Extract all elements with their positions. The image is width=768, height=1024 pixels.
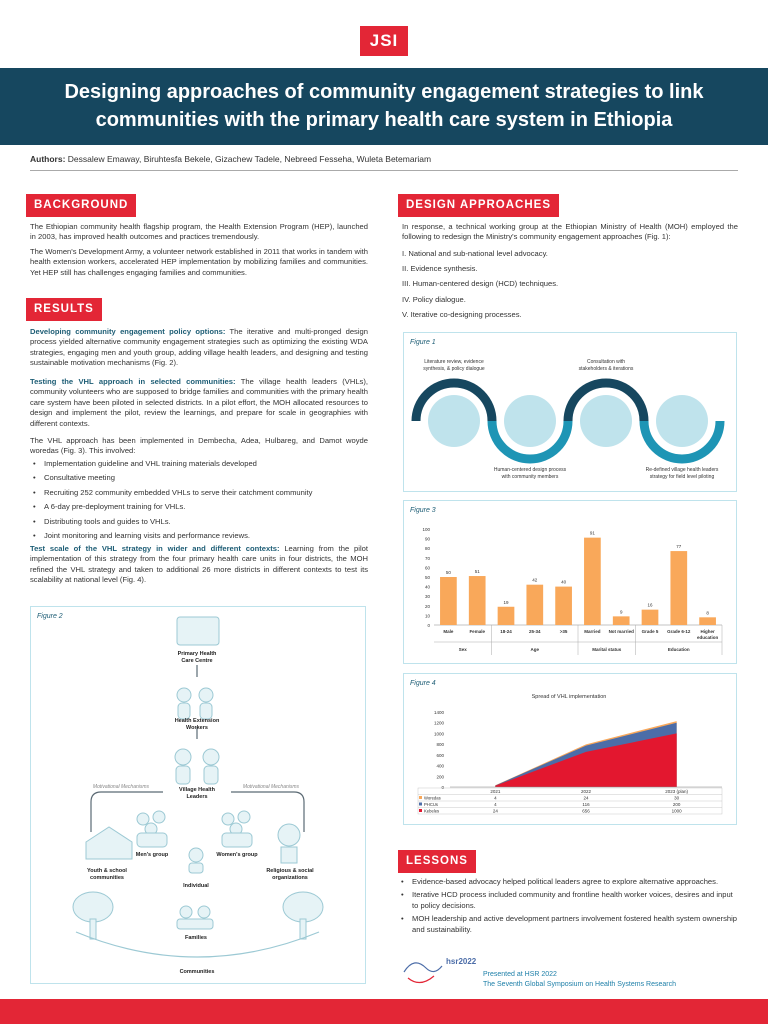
y-tick-label: 200: [436, 774, 444, 780]
group-label: Marital status: [592, 647, 622, 652]
legend-swatch: [419, 796, 422, 799]
figure-2: [30, 606, 366, 984]
legend-swatch: [419, 809, 422, 812]
step-3-label-2: stakeholders & iterations: [578, 366, 634, 372]
legend-label: Woredas: [424, 795, 441, 801]
vhl-strategy-icon: [656, 395, 708, 447]
table-value: 1000: [671, 808, 682, 814]
results-p1: Developing community engagement policy options: The iterative and multi-pronged design process yielded alternative community engagement strategies such as optimizing the existing WDA strategies, engaging men and youth group, adding village health leaders, and designing and testing sustainable motivation mechanisms (Fig. 2).: [30, 327, 368, 368]
table-value: 4: [494, 795, 497, 801]
y-tick-label: 10: [424, 613, 430, 619]
y-tick-label: 60: [424, 565, 430, 571]
mens-group-label: Men's group: [135, 852, 169, 858]
figure-2-caption: Figure 2: [37, 613, 63, 620]
list-item: II. Evidence synthesis.: [402, 264, 478, 274]
community-structure-diagram: [31, 607, 364, 982]
y-tick-label: 20: [424, 603, 430, 609]
step-2-label: Human-centered design process: [493, 467, 567, 473]
womens-group-label: Women's group: [216, 852, 258, 858]
results-p4: Test scale of the VHL strategy in wider and different contexts: Learning from the pilot implementation of this strategy from the four primary health care units in four districts, the MOH refined the VHL strategy and taken to additional 26 more districts in different contexts to test its scalability at national level (Fig. 4).: [30, 544, 368, 585]
individual-icon: [189, 848, 203, 862]
y-tick-label: 100: [422, 527, 430, 532]
footer-text: Presented at HSR 2022 The Seventh Global Symposium on Health Systems Research: [483, 971, 676, 988]
bar: [584, 538, 601, 625]
step-2-label-2: with community members: [501, 474, 559, 480]
legend-label: Kebeles: [424, 808, 440, 814]
vhl-label: Village Health: [179, 787, 215, 793]
y-tick-label: 600: [436, 752, 444, 758]
x-tick-label: education: [696, 635, 719, 640]
religious-label: Religious & social: [266, 868, 314, 874]
y-tick-label: 1400: [433, 710, 444, 715]
legend-swatch: [419, 803, 422, 806]
design-intro: In response, a technical working group at the Ethiopian Ministry of Health (MOH) employed the following to redesign the Ministry's community engagement approaches (Fig. 1):: [402, 222, 738, 242]
table-value: 4: [494, 802, 497, 807]
literature-review-icon: [428, 395, 480, 447]
x-tick-label: Grade 6-12: [667, 629, 691, 634]
bar: [670, 551, 687, 625]
group-label: Sex: [458, 647, 467, 652]
families-icon: [180, 906, 192, 918]
list-item: • Evidence-based advocacy helped political leaders agree to explore alternative approaches.: [398, 877, 738, 887]
list-item: • Recruiting 252 community embedded VHLs to serve their catchment community: [30, 486, 368, 500]
hsr-emblem-icon: [404, 963, 442, 972]
tree-icon: [73, 892, 113, 922]
background-heading: BACKGROUND: [26, 194, 136, 217]
step-3-label: Consultation with: [586, 359, 626, 365]
x-tick-label: 2023 (plan): [665, 789, 689, 794]
background-p2: The Women's Development Army, a volunteer network established in 2011 that works in tandem with health extension workers, accelerated HEP implementation by mobilizing families and communities. Yet HEP still has challenges engaging families and communities.: [30, 247, 368, 277]
y-tick-label: 30: [424, 594, 430, 600]
list-item: • Iterative HCD process included community and frontline health worker voices, desires and input to policy decisions.: [398, 890, 738, 911]
families-label: Families: [184, 935, 208, 941]
worker-icon: [177, 688, 191, 702]
group-label: Education: [667, 647, 690, 652]
figure-3: [403, 500, 737, 664]
group-label: Age: [530, 647, 540, 652]
youth-label: Youth & school: [87, 868, 127, 874]
x-tick-label: Female: [469, 629, 485, 634]
youth-label-2: communities: [90, 875, 124, 881]
bar: [613, 616, 630, 625]
list-item: • Consultative meeting: [30, 471, 368, 485]
y-tick-label: 0: [441, 785, 444, 790]
list-item: V. Iterative co-designing processes.: [402, 309, 522, 319]
title-line-2: communities with the primary health care system in Ethiopia: [95, 109, 673, 131]
data-label: 19: [503, 599, 509, 605]
results-p3: The VHL approach has been implemented in Dembecha, Adea, Hulbareg, and Damot woyde woredas (Fig. 3). This involved:: [30, 436, 368, 456]
x-tick-label: 2022: [580, 789, 592, 794]
data-label: 50: [445, 570, 451, 575]
title-line-1: Designing approaches of community engagement strategies to link: [64, 81, 704, 103]
x-tick-label: Grade 5: [641, 629, 659, 634]
religious-label-2: organizations: [272, 875, 308, 881]
area-series: [495, 733, 676, 787]
figure-4-caption: Figure 4: [410, 680, 436, 687]
divider: [30, 170, 738, 171]
consultation-icon: [580, 395, 632, 447]
y-tick-label: 0: [427, 623, 430, 628]
authors: Authors: Dessalew Emaway, Biruhtesfa Bekele, Gizachew Tadele, Nebreed Fesseha, Wuleta Betemariam: [30, 154, 432, 164]
x-tick-label: 25-34: [529, 629, 541, 634]
data-label: 91: [589, 530, 595, 536]
individual-label: Individual: [183, 883, 209, 889]
x-tick-label: 2021: [490, 789, 501, 794]
y-tick-label: 90: [424, 536, 430, 542]
design-list: [402, 246, 738, 322]
x-tick-label: 18-24: [500, 629, 512, 634]
list-item: • Distributing tools and guides to VHLs.: [30, 515, 368, 529]
list-item: • MOH leadership and active development partners involvement fostered health system ownership and sustainability.: [398, 914, 738, 935]
table-value: 30: [674, 795, 680, 801]
y-tick-label: 1000: [433, 731, 444, 737]
vhl-spread-chart: [404, 674, 735, 823]
motivation-right-label: Motivational Mechanisms: [242, 784, 300, 790]
data-label: 8: [706, 610, 709, 616]
religious-org-icon: [278, 824, 300, 846]
y-tick-label: 40: [424, 584, 430, 590]
tree-icon: [283, 892, 323, 922]
table-value: 24: [492, 808, 498, 814]
motivation-left-label: Motivational Mechanisms: [92, 784, 150, 790]
hsr-logo: [400, 952, 480, 990]
phc-label-2: Care Centre: [181, 658, 213, 664]
table-value: 24: [583, 795, 589, 801]
list-item: I. National and sub-national level advocacy.: [402, 249, 548, 258]
results-bullets: [30, 457, 368, 543]
data-label: 77: [676, 544, 682, 550]
bottom-bar: [0, 999, 768, 1024]
lessons-heading: LESSONS: [398, 850, 476, 873]
data-label: 51: [474, 569, 480, 575]
x-tick-label: >35: [559, 629, 568, 634]
x-tick-label: Male: [443, 629, 454, 634]
data-label: 9: [619, 609, 623, 615]
design-process-diagram: [404, 333, 735, 490]
bar: [498, 607, 515, 625]
list-item: IV. Policy dialogue.: [402, 294, 466, 304]
hew-label: Health Extension: [174, 718, 220, 724]
communities-label: Communities: [179, 969, 215, 975]
bar: [699, 617, 716, 625]
table-value: 200: [672, 802, 681, 807]
step-1-label-2: synthesis, & policy dialogue: [423, 366, 485, 372]
bar: [642, 610, 659, 625]
step-4-label-2: strategy for field level piloting: [649, 474, 715, 480]
results-heading: RESULTS: [26, 298, 102, 321]
chart-title: Spread of VHL implementation: [531, 694, 607, 700]
bar: [526, 585, 543, 625]
hew-label-2: Workers: [186, 725, 208, 731]
x-tick-label: Higher: [700, 629, 715, 634]
phc-label: Primary Health: [177, 651, 217, 657]
table-value: 116: [582, 802, 590, 807]
figure-1: [403, 332, 737, 492]
design-heading: DESIGN APPROACHES: [398, 194, 559, 217]
list-item: • Implementation guideline and VHL training materials developed: [30, 457, 368, 471]
worker-icon: [199, 688, 213, 702]
hcd-process-icon: [504, 395, 556, 447]
data-label: 40: [561, 579, 567, 585]
phc-building-icon: [177, 617, 219, 645]
lessons-list: [398, 877, 738, 935]
data-label: 42: [532, 577, 538, 583]
step-1-label: Literature review, evidence: [424, 359, 484, 365]
results-p2: Testing the VHL approach in selected communities: The village health leaders (VHLs), community volunteers who are supposed to bridge families and communities with the primary health care system have been piloted in selected districts. In a pilot effort, the MOH allocated resources to design and implement the pilot, review the learnings, and prepare for scale in geographies with different contexts.: [30, 377, 368, 428]
bar: [555, 587, 572, 625]
house-icon: [86, 827, 132, 859]
y-tick-label: 800: [436, 742, 444, 748]
x-tick-label: Not married: [608, 629, 634, 634]
step-4-label: Re-defined village health leaders: [645, 467, 719, 473]
figure-4: [403, 673, 737, 825]
legend-label: PHCUs: [424, 802, 438, 807]
leader-icon: [175, 749, 191, 765]
background-p1: The Ethiopian community health flagship program, the Health Extension Program (HEP), launched in 2003, has improved health outcomes and practices tremendously.: [30, 222, 368, 242]
y-tick-label: 1200: [433, 720, 444, 726]
list-item: • A 6-day pre-deployment training for VHLs.: [30, 500, 368, 514]
data-label: 16: [647, 602, 653, 608]
y-tick-label: 400: [436, 763, 444, 769]
y-tick-label: 80: [424, 546, 430, 552]
figure-1-caption: Figure 1: [410, 339, 436, 346]
list-item: • Joint monitoring and learning visits and performance reviews.: [30, 529, 368, 543]
bar: [440, 577, 457, 625]
y-tick-label: 70: [424, 555, 430, 561]
table-value: 656: [582, 808, 590, 814]
x-tick-label: Married: [584, 629, 601, 634]
title-banner: [0, 68, 768, 145]
y-tick-label: 50: [424, 575, 430, 580]
hsr-logo-text: hsr2022: [446, 957, 477, 966]
list-item: III. Human-centered design (HCD) techniques.: [402, 279, 559, 289]
vhl-label-2: Leaders: [186, 794, 208, 800]
figure-3-caption: Figure 3: [410, 507, 436, 514]
jsi-logo: JSI: [360, 26, 408, 56]
bar: [469, 576, 486, 625]
vhl-demographics-chart: [404, 501, 735, 662]
